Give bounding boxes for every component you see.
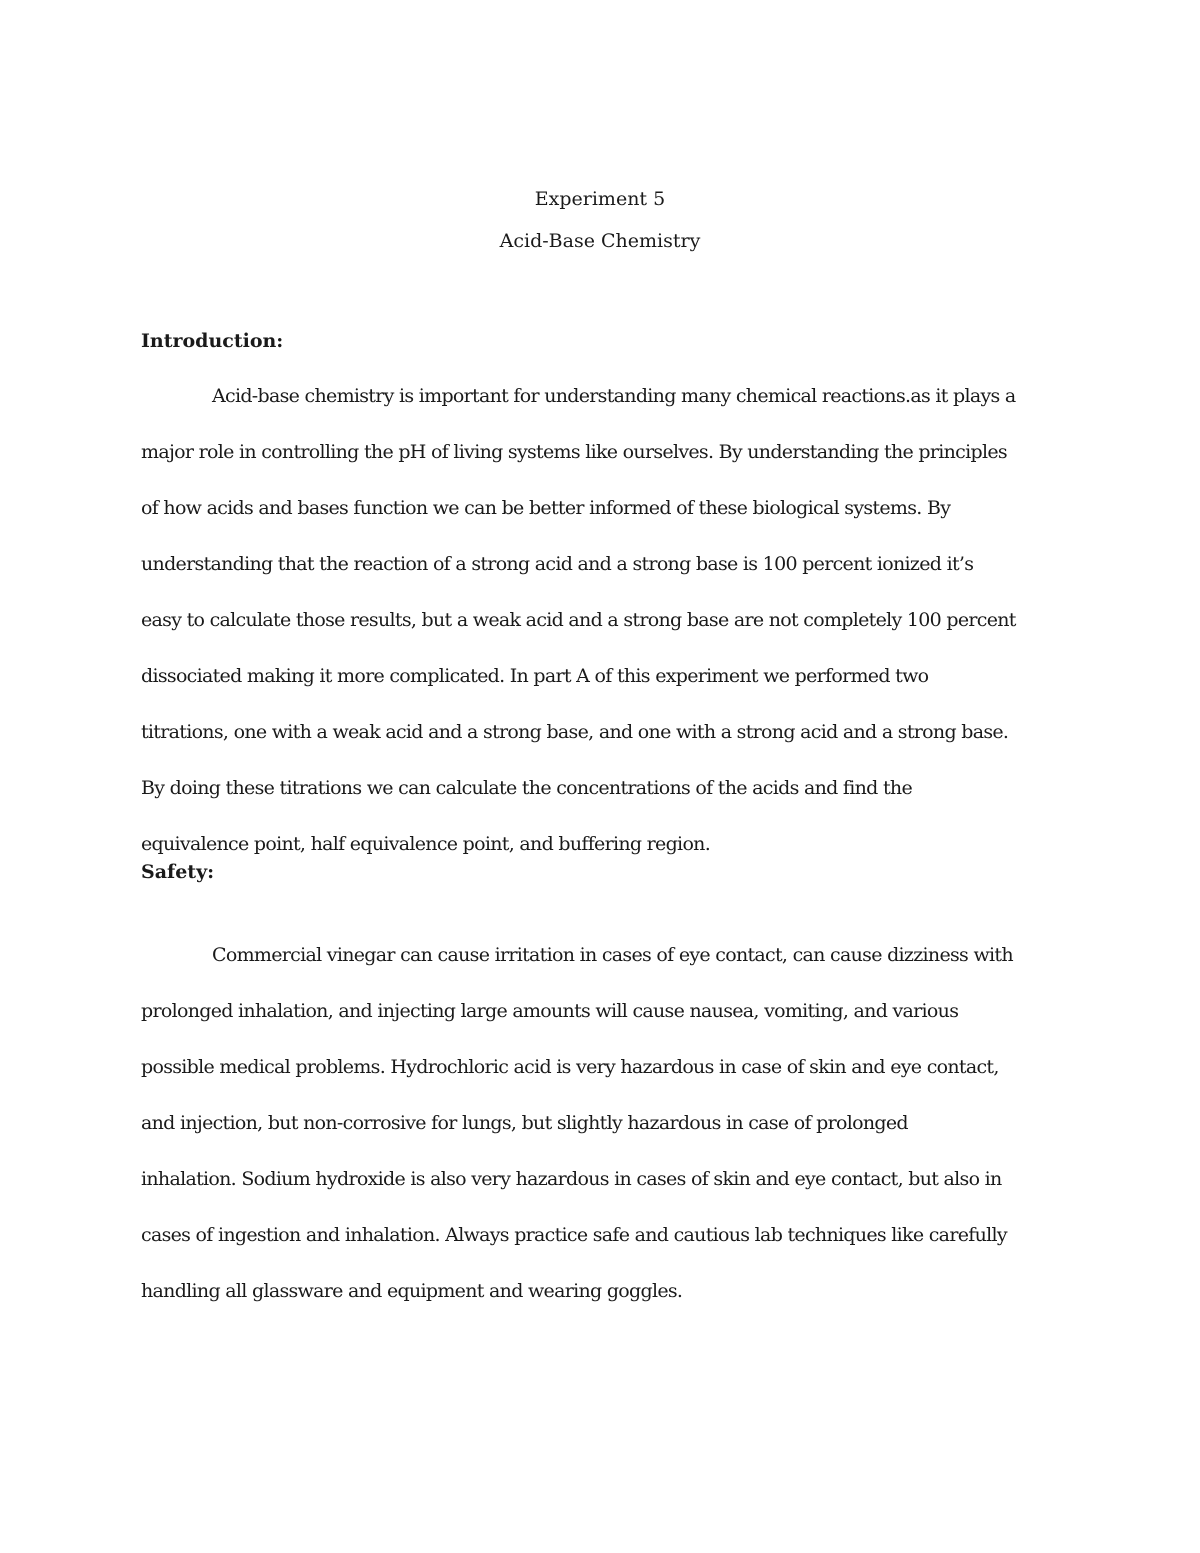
introduction-line: understanding that the reaction of a strong acid and a strong base is 100 percent ionized it’s xyxy=(141,553,974,575)
introduction-heading: Introduction: xyxy=(141,330,284,352)
document-subtitle: Acid-Base Chemistry xyxy=(499,230,701,252)
introduction-line: equivalence point, half equivalence point, and buffering region. xyxy=(141,833,711,855)
document-title: Experiment 5 xyxy=(534,188,666,210)
introduction-line: major role in controlling the pH of living systems like ourselves. By understanding the principles xyxy=(141,441,1007,463)
introduction-line: Acid-base chemistry is important for understanding many chemical reactions.as it plays a xyxy=(212,385,1016,407)
safety-line: prolonged inhalation, and injecting large amounts will cause nausea, vomiting, and various xyxy=(141,1000,959,1022)
safety-line: handling all glassware and equipment and wearing goggles. xyxy=(141,1280,683,1302)
safety-line: possible medical problems. Hydrochloric acid is very hazardous in case of skin and eye contact, xyxy=(141,1056,999,1078)
introduction-line: of how acids and bases function we can be better informed of these biological systems. By xyxy=(141,497,951,519)
introduction-line: dissociated making it more complicated. In part A of this experiment we performed two xyxy=(141,665,929,687)
safety-heading: Safety: xyxy=(141,861,215,883)
safety-line: and injection, but non-corrosive for lungs, but slightly hazardous in case of prolonged xyxy=(141,1112,908,1134)
introduction-line: By doing these titrations we can calculate the concentrations of the acids and find the xyxy=(141,777,912,799)
safety-line: cases of ingestion and inhalation. Always practice safe and cautious lab techniques like carefully xyxy=(141,1224,1007,1246)
safety-line: inhalation. Sodium hydroxide is also very hazardous in cases of skin and eye contact, but also in xyxy=(141,1168,1002,1190)
introduction-line: titrations, one with a weak acid and a strong base, and one with a strong acid and a strong base. xyxy=(141,721,1009,743)
safety-line: Commercial vinegar can cause irritation in cases of eye contact, can cause dizziness with xyxy=(212,944,1013,966)
introduction-line: easy to calculate those results, but a weak acid and a strong base are not completely 100 percent xyxy=(141,609,1016,631)
